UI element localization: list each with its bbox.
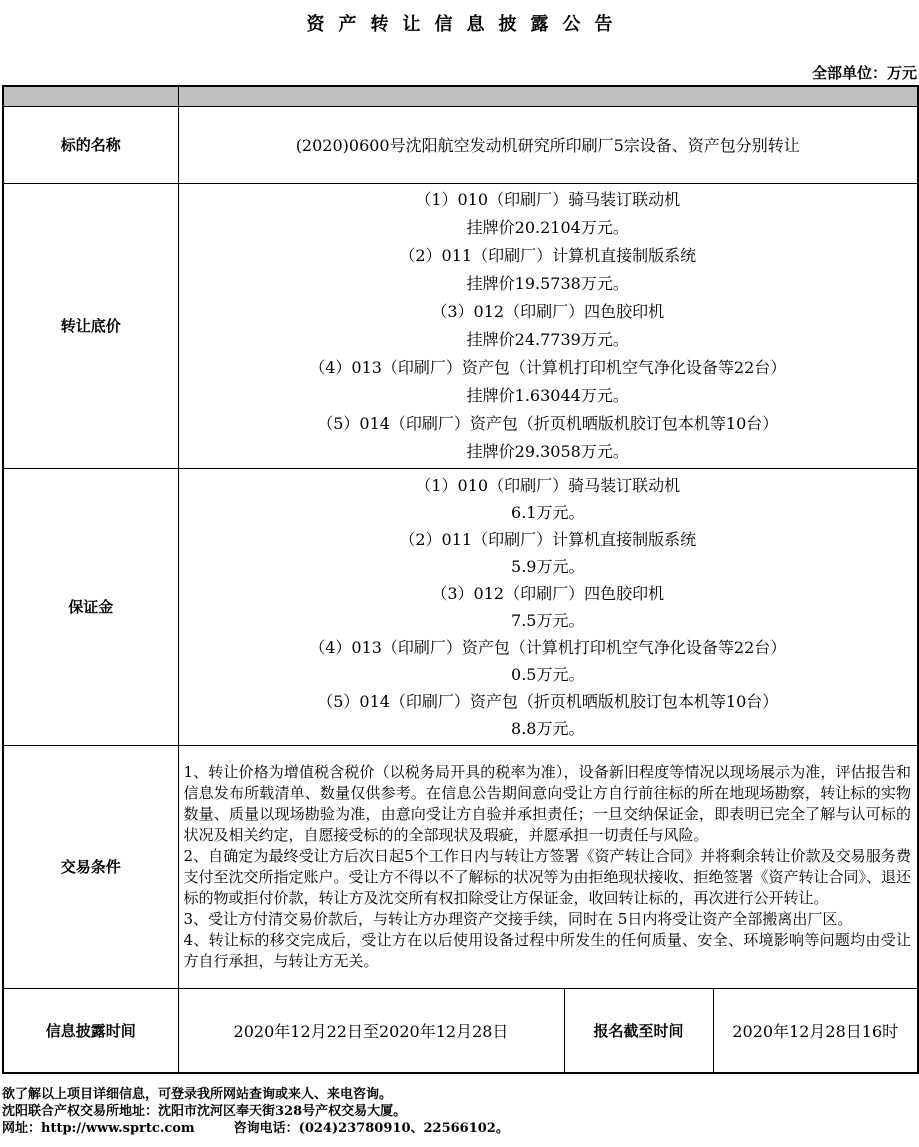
subject-name-label: 标的名称 xyxy=(3,106,178,183)
header-cell-right xyxy=(178,86,918,106)
table-row-conditions xyxy=(3,745,918,988)
base-price-line: 挂牌价20.2104万元。 xyxy=(466,217,629,237)
disclosure-table xyxy=(2,85,919,1074)
disclosure-time-value: 2020年12月22日至2020年12月28日 xyxy=(178,988,564,1073)
base-price-line: （3）012（印刷厂）四色胶印机 xyxy=(431,301,665,321)
base-price-line: （4）013（印刷厂）资产包（计算机打印机空气净化设备等22台） xyxy=(309,357,787,377)
conditions-label: 交易条件 xyxy=(3,745,178,988)
document-title: 资产转让信息披露公告 xyxy=(306,14,627,35)
base-price-line: 挂牌价24.7739万元。 xyxy=(466,329,629,349)
deposit-line: （4）013（印刷厂）资产包（计算机打印机空气净化设备等22台） xyxy=(309,637,787,657)
deadline-value: 2020年12月28日16时 xyxy=(713,988,918,1073)
base-price-lines xyxy=(178,183,918,468)
table-row-base-price xyxy=(3,183,918,468)
footer-address: 沈阳联合产权交易所地址：沈阳市沈河区奉天街328号产权交易大厦。 xyxy=(2,1104,407,1119)
deposit-line: （3）012（印刷厂）四色胶印机 xyxy=(431,583,665,603)
footer-contact-note: 欲了解以上项目详细信息，可登录我所网站查询或来人、来电咨询。 xyxy=(2,1087,393,1102)
deposit-line: （5）014（印刷厂）资产包（折页机晒版机胶订包本机等10台） xyxy=(317,691,779,711)
base-price-line: 挂牌价29.3058万元。 xyxy=(466,441,629,461)
condition-paragraph: 2、自确定为最终受让方后次日起5个工作日内与转让方签署《资产转让合同》并将剩余转让价款及交易服务费支付至沈交所指定账户。受让方不得以不了解标的状况等为由拒绝现状接收、拒绝签署《资产转让合同》、退还标的物或拒付价款，转让方及沈交所有权扣除受让方保证金，收回转让标的，再次进行公开转让。 xyxy=(183,846,912,907)
table-header-row xyxy=(3,86,918,106)
table-row-deposit xyxy=(3,468,918,745)
condition-paragraph: 1、转让价格为增值税含税价（以税务局开具的税率为准），设备新旧程度等情况以现场展示为准，评估报告和信息发布所载清单、数量仅供参考。在信息公告期间意向受让方自行前往标的所在地现场勘察，转让标的实物数量、质量以现场勘验为准，由意向受让方自验并承担责任；一旦交纳保证金，即表明已完全了解与认可标的状况及相关约定，自愿接受标的的全部现状及瑕疵，并愿承担一切责任与风险。 xyxy=(183,762,911,844)
deposit-label: 保证金 xyxy=(3,468,178,745)
deposit-line: 8.8万元。 xyxy=(511,718,585,738)
base-price-line: （5）014（印刷厂）资产包（折页机晒版机胶订包本机等10台） xyxy=(317,413,779,433)
deposit-line: 5.9万元。 xyxy=(511,556,585,576)
subject-name-value: (2020)0600号沈阳航空发动机研究所印刷厂5宗设备、资产包分别转让 xyxy=(178,106,918,183)
deposit-line: （2）011（印刷厂）计算机直接制版系统 xyxy=(399,529,697,549)
deposit-line: 7.5万元。 xyxy=(511,610,585,630)
base-price-line: （2）011（印刷厂）计算机直接制版系统 xyxy=(399,245,697,265)
deposit-lines xyxy=(178,468,918,745)
footer-notes xyxy=(2,1086,919,1137)
condition-paragraph: 3、受让方付清交易价款后，与转让方办理资产交接手续，同时在 5日内将受让资产全部搬离出厂区。 xyxy=(183,909,853,928)
deadline-label: 报名截至时间 xyxy=(564,988,713,1073)
base-price-line: 挂牌价19.5738万元。 xyxy=(466,273,629,293)
unit-note: 全部单位：万元 xyxy=(811,64,917,82)
header-cell-left xyxy=(3,86,178,106)
table-row-subject xyxy=(3,106,918,183)
base-price-line: 挂牌价1.63044万元。 xyxy=(466,385,629,405)
deposit-line: 0.5万元。 xyxy=(511,664,585,684)
table-row-times xyxy=(3,988,918,1073)
conditions-paragraphs xyxy=(178,745,918,988)
base-price-label: 转让底价 xyxy=(3,183,178,468)
base-price-line: （1）010（印刷厂）骑马装订联动机 xyxy=(415,189,681,209)
disclosure-time-label: 信息披露时间 xyxy=(3,988,178,1073)
deposit-line: （1）010（印刷厂）骑马装订联动机 xyxy=(415,475,681,495)
deposit-line: 6.1万元。 xyxy=(511,502,585,522)
condition-paragraph: 4、转让标的移交完成后，受让方在以后使用设备过程中所发生的任何质量、安全、环境影响等问题均由受让方自行承担，与转让方无关。 xyxy=(183,930,911,970)
footer-website-phone: 网址：http://www.sprtc.com 咨询电话：(024)23780910、22566102。 xyxy=(2,1121,509,1136)
